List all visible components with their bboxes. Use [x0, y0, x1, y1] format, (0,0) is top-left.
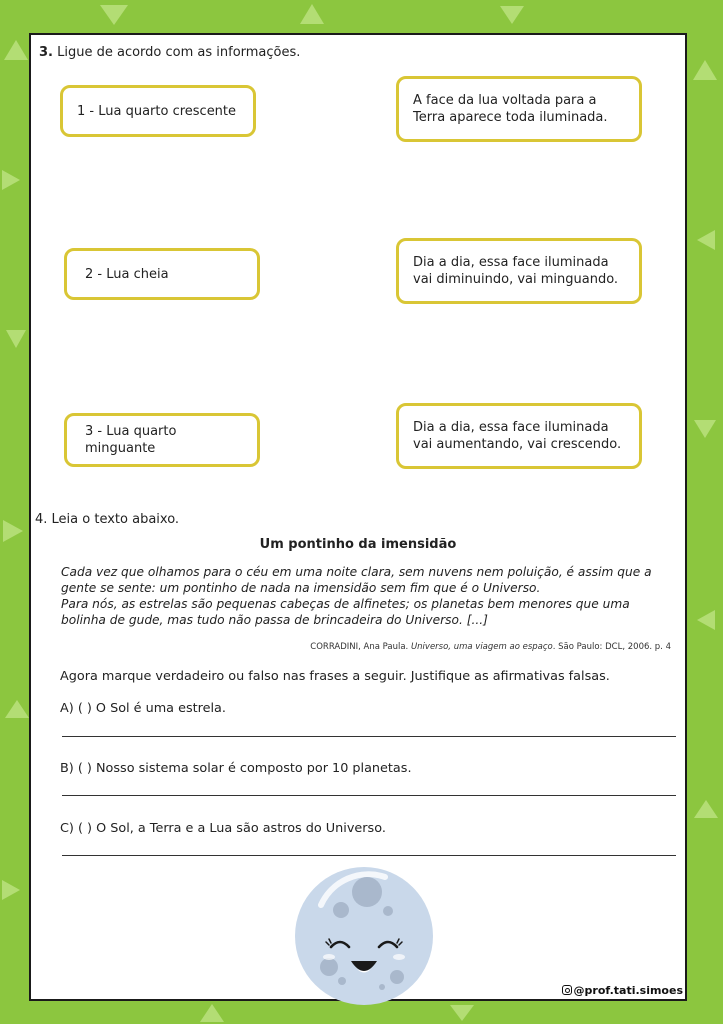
- instagram-icon: [562, 985, 572, 995]
- answer-line-a[interactable]: [62, 736, 676, 737]
- author-handle-text: @prof.tati.simoes: [573, 984, 683, 997]
- match-right-label-2: Dia a dia, essa face iluminada vai diminuindo, vai minguando.: [413, 255, 619, 287]
- moon-crater: [320, 958, 338, 976]
- answer-line-c[interactable]: [62, 855, 676, 856]
- citation: [310, 642, 671, 652]
- question-3-text: Ligue de acordo com as informações.: [57, 45, 301, 60]
- moon-crater: [352, 877, 382, 907]
- match-right-box-1[interactable]: [396, 76, 642, 142]
- match-right-box-2[interactable]: [396, 238, 642, 304]
- moon-cheek-left: [323, 954, 335, 960]
- match-left-box-3[interactable]: [64, 413, 260, 467]
- statement-c: C) ( ) O Sol, a Terra e a Lua são astros do Universo.: [60, 821, 386, 836]
- question-4-number: 4.: [35, 512, 48, 527]
- moon-cheek-right: [393, 954, 405, 960]
- reading-title: Um pontinho da imensidão: [259, 537, 457, 552]
- moon-crater: [333, 902, 349, 918]
- match-right-label-1: A face da lua voltada para a Terra aparece toda iluminada.: [413, 93, 608, 125]
- reading-paragraph-1: Cada vez que olhamos para o céu em uma noite clara, sem nuvens nem poluição, é assim que a gente se sente: um pontinho de nada na imensidão sem fim que é o Universo.: [61, 565, 652, 595]
- citation-details: . São Paulo: DCL, 2006. p. 4: [552, 642, 671, 652]
- reading-paragraph-2: Para nós, as estrelas são pequenas cabeças de alfinetes; os planetas bem menores que uma bolinha de gude, mas tudo não passa de brincadeira do Universo. [...]: [61, 597, 630, 627]
- citation-book: Universo, uma viagem ao espaço: [410, 642, 553, 652]
- question-3-title: [39, 45, 300, 60]
- worksheet: [29, 33, 687, 1001]
- moon-crater: [338, 977, 346, 985]
- instruction: Agora marque verdadeiro ou falso nas frases a seguir. Justifique as afirmativas falsas.: [60, 669, 610, 684]
- citation-author: CORRADINI, Ana Paula.: [310, 642, 411, 652]
- moon-illustration: [293, 865, 435, 1007]
- match-left-box-1[interactable]: [60, 85, 256, 137]
- match-left-box-2[interactable]: [64, 248, 260, 300]
- statement-a: A) ( ) O Sol é uma estrela.: [60, 701, 226, 716]
- statement-b: B) ( ) Nosso sistema solar é composto por 10 planetas.: [60, 761, 412, 776]
- question-4-text: Leia o texto abaixo.: [51, 512, 180, 527]
- match-left-label-2: 2 - Lua cheia: [85, 266, 169, 282]
- question-3-number: 3.: [39, 45, 53, 60]
- match-left-label-3: 3 - Lua quarto minguante: [85, 424, 177, 456]
- moon-crater: [390, 970, 404, 984]
- moon-crater: [383, 906, 393, 916]
- question-4-title: [35, 512, 179, 527]
- match-right-box-3[interactable]: [396, 403, 642, 469]
- match-left-label-1: 1 - Lua quarto crescente: [77, 103, 237, 119]
- author-handle: [562, 984, 683, 997]
- answer-line-b[interactable]: [62, 795, 676, 796]
- moon-crater: [379, 984, 385, 990]
- match-right-label-3: Dia a dia, essa face iluminada vai aumentando, vai crescendo.: [413, 420, 622, 452]
